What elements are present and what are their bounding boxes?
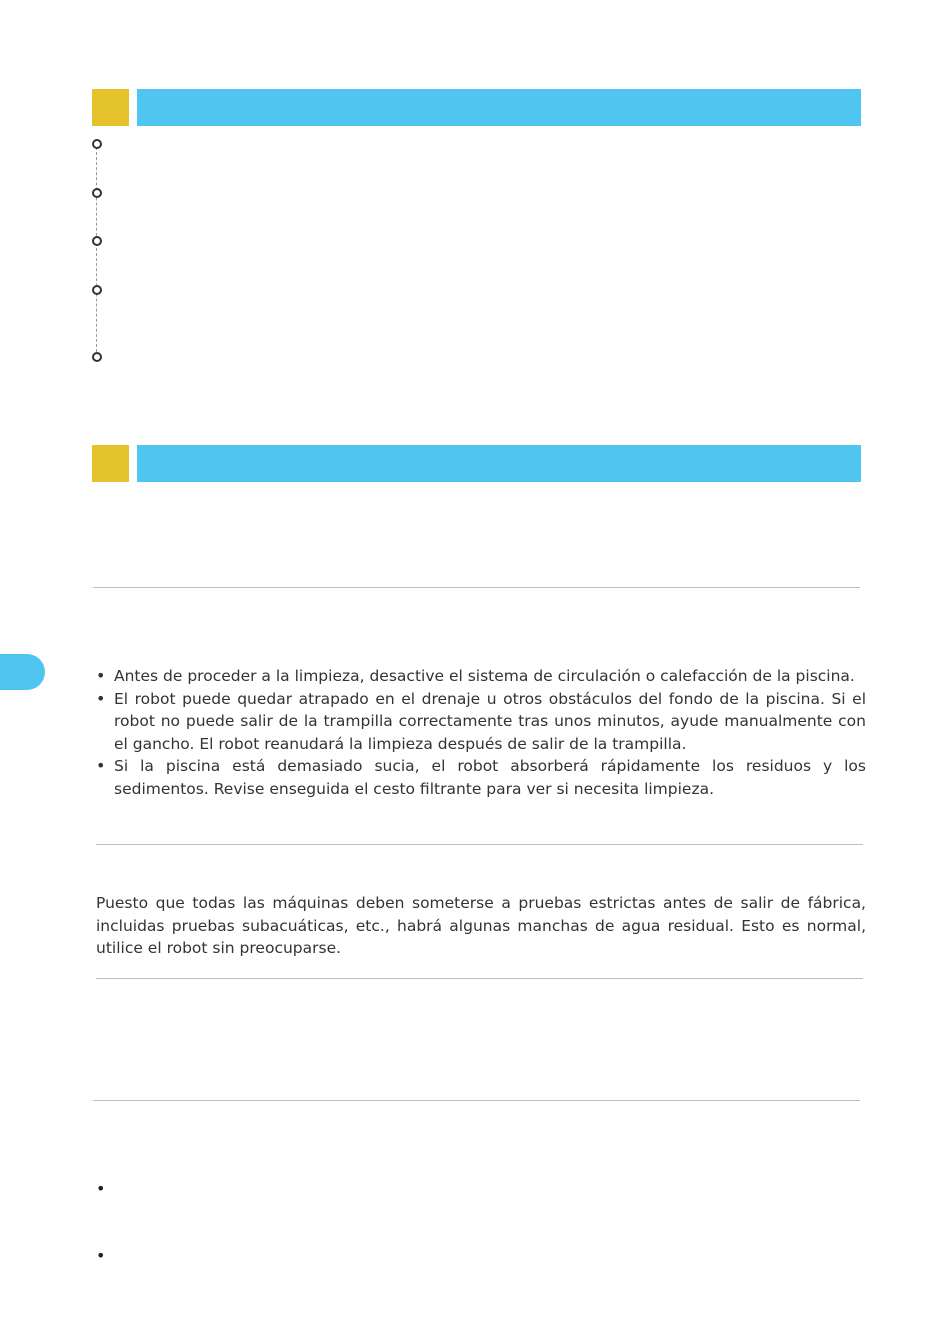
timeline-node	[92, 139, 102, 149]
bullet-icon: •	[96, 756, 106, 775]
divider	[96, 844, 863, 845]
list-item	[96, 688, 866, 756]
bullet-icon: •	[96, 688, 106, 708]
timeline-node	[92, 285, 102, 295]
section-2-marker	[92, 445, 129, 482]
note-text: Si la piscina está demasiado sucia, el robot absorberá rápidamente los residuos y los sedimentos. Revise enseguida el cesto filtrante para ver si necesita limpieza.	[114, 757, 866, 798]
page-side-tab	[0, 654, 45, 690]
bullet-icon: •	[96, 666, 106, 685]
water-stains-paragraph: Puesto que todas las máquinas deben someterse a pruebas estrictas antes de salir de fábrica, incluidas pruebas subacuáticas, etc., habrá algunas manchas de agua residual. Esto es normal, utilice el robot sin preocuparse.	[96, 894, 866, 957]
bullet-icon: •	[96, 1246, 106, 1265]
section-1-header-bar	[137, 89, 861, 126]
section-2-header-bar	[137, 445, 861, 482]
timeline-node	[92, 236, 102, 246]
timeline-line	[96, 147, 97, 352]
divider	[96, 978, 863, 979]
divider	[93, 587, 860, 588]
timeline-node	[92, 188, 102, 198]
divider	[93, 1100, 860, 1101]
note-text: Antes de proceder a la limpieza, desactive el sistema de circulación o calefacción de la piscina.	[114, 667, 855, 685]
section-1-marker	[92, 89, 129, 126]
list-item	[96, 755, 866, 800]
notes-list	[96, 665, 866, 800]
bullet-icon: •	[96, 1179, 106, 1198]
timeline-node	[92, 352, 102, 362]
list-item	[96, 665, 866, 688]
note-text: El robot puede quedar atrapado en el drenaje u otros obstáculos del fondo de la piscina. Si el robot no puede salir de la trampilla correctamente tras unos minutos, ayude manualmente con el gancho. El robot reanudará la limpieza después de salir de la trampilla.	[114, 689, 866, 753]
